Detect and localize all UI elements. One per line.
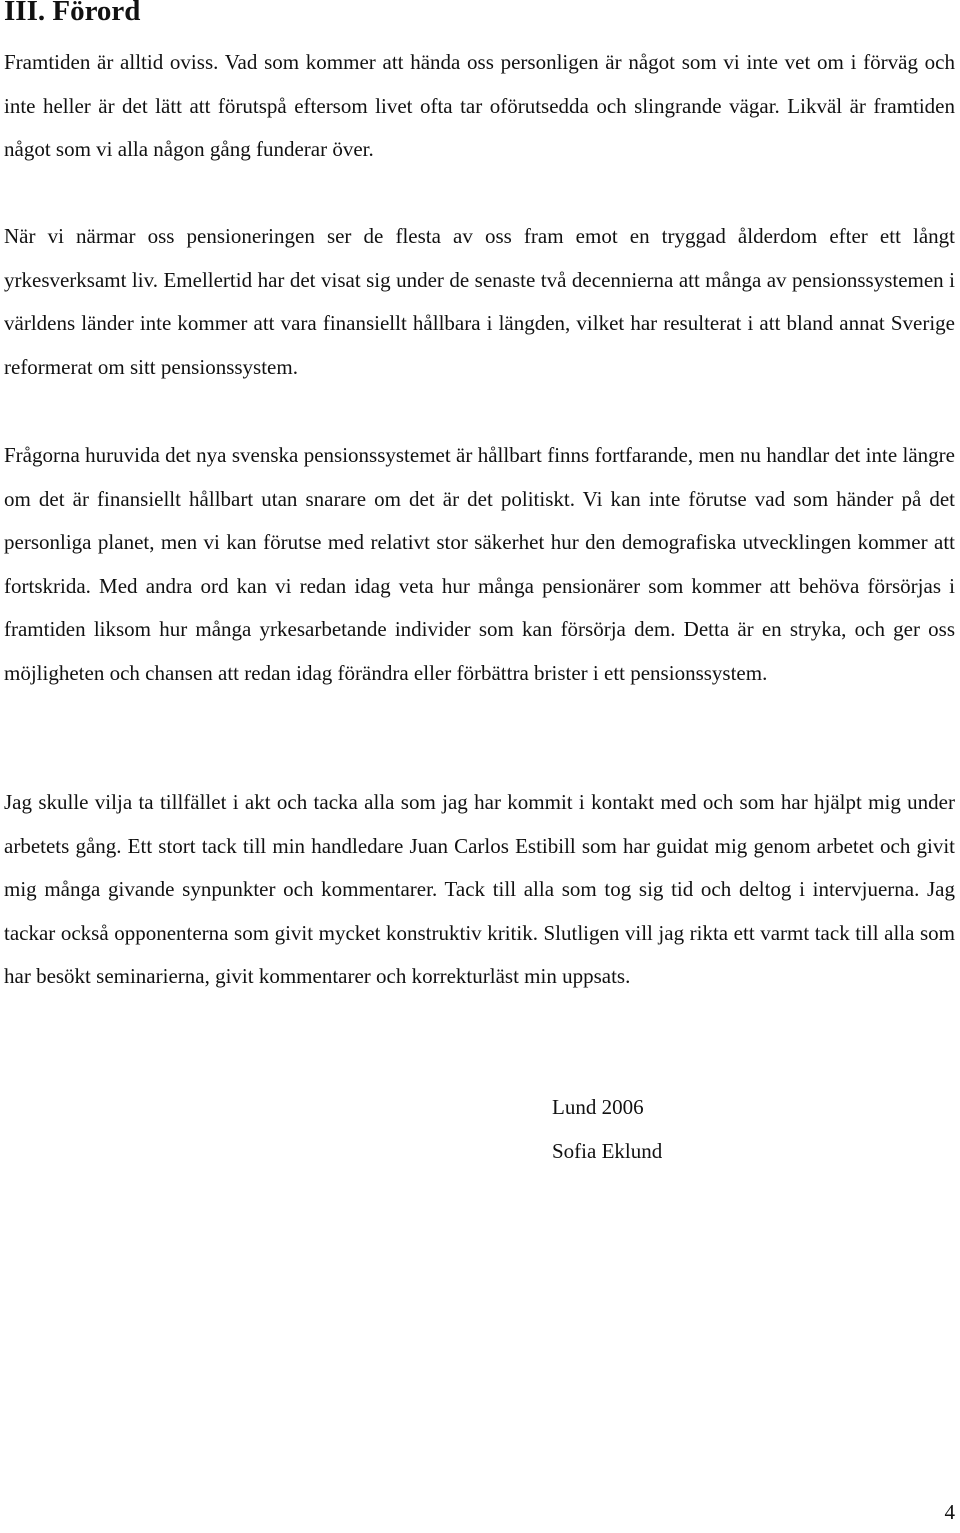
signature-block xyxy=(552,1086,662,1173)
paragraph-pension-background: När vi närmar oss pensioneringen ser de flesta av oss fram emot en tryggad ålderdom efter ett långt yrkesverksamt liv. Emellertid har det visat sig under de senaste två decennierna att många av pensionssystemen i världens länder inte kommer att vara finansiellt hållbara i längden, vilket har resulterat i att bland annat Sverige reformerat om sitt pensionssystem. xyxy=(4,224,955,379)
paragraph-intro: Framtiden är alltid oviss. Vad som kommer att hända oss personligen är något som vi inte vet om i förväg och inte heller är det lätt att förutspå eftersom livet ofta tar oförutsedda och slingrande vägar. Likväl är framtiden något som vi alla någon gång funderar över. xyxy=(4,50,955,161)
signature-place-year: Lund 2006 xyxy=(552,1095,644,1119)
signature-author: Sofia Eklund xyxy=(552,1138,663,1163)
page-number: 4 xyxy=(944,1500,955,1524)
section-heading: III. Förord xyxy=(4,0,141,27)
paragraph-acknowledgements: Jag skulle vilja ta tillfället i akt och tacka alla som jag har kommit i kontakt med och som har hjälpt mig under arbetets gång. Ett stort tack till min handledare Juan Carlos Estibill som har guidat mig genom arbetet och givit mig många givande synpunkter och kommentarer. Tack till alla som tog sig tid och deltog i intervjuerna. Jag tackar också opponenterna som givit mycket konstruktiv kritik. Slutligen vill jag rikta ett varmt tack till alla som har besökt seminarierna, givit kommentarer och korrekturläst min uppsats. xyxy=(4,790,955,988)
paragraph-sustainability: Frågorna huruvida det nya svenska pensionssystemet är hållbart finns fortfarande, men nu handlar det inte längre om det är finansiellt hållbart utan snarare om det är det politiskt. Vi kan inte förutse vad som händer på det personliga planet, men vi kan förutse med relativt stor säkerhet hur den demografiska utvecklingen kommer att fortskrida. Med andra ord kan vi redan idag veta hur många pensionärer som kommer att behöva försörjas i framtiden liksom hur många yrkesarbetande individer som kan försörja dem. Detta är en stryka, och ger oss möjligheten och chansen att redan idag förändra eller förbättra brister i ett pensionssystem. xyxy=(4,443,955,685)
